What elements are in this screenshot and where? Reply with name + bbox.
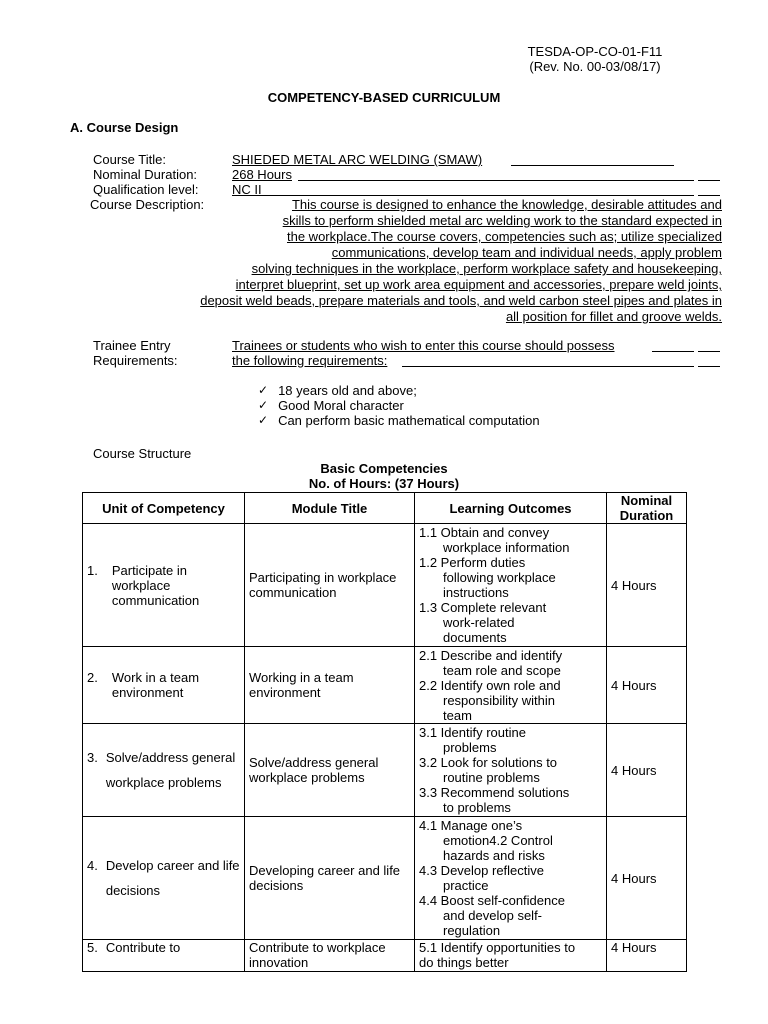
requirement-text: Can perform basic mathematical computation [278,413,540,428]
outcome-line: responsibility within [443,692,555,708]
nominal-duration-blank [298,166,694,181]
module-title: Working in a team environment [245,647,415,724]
outcome-line: 2.1 Describe and identify [419,647,563,663]
learning-outcomes [415,647,607,724]
outcome-line: 4.1 Manage one’s [419,818,523,833]
module-title: Contribute to workplace innovation [245,940,415,972]
outcome-line: workplace information [443,540,570,555]
nominal-duration-blank-end [698,166,720,181]
course-structure-label: Course Structure [93,446,192,461]
outcome-line: work-related [443,615,515,630]
nominal-duration-label: Nominal Duration: [93,167,198,182]
outcome-line: 4.3 Develop reflective [419,863,545,878]
outcome-line: practice [443,878,489,893]
entry-blank-1 [652,337,694,352]
table-row [83,817,687,940]
outcome-line: emotion4.2 Control [443,833,553,848]
entry-requirements-line-1: Trainees or students who wish to enter this course should possess [232,338,615,353]
unit-number: 5. [87,940,98,955]
basic-competencies-hours: No. of Hours: (37 Hours) [308,476,460,491]
column-header: Nominal Duration [607,493,687,524]
qualification-blank [252,181,694,196]
outcome-line: 4.4 Boost self-confidence [419,893,565,908]
unit-title: Develop career and life decisions [105,858,240,898]
entry-blank-2 [402,352,694,367]
unit-cell [83,940,245,972]
list-item [258,383,540,398]
table-row [83,724,687,817]
requirement-text: Good Moral character [278,398,404,413]
description-line: This course is designed to enhance the knowledge, desirable attitudes and [291,197,722,212]
outcome-line: 1.1 Obtain and convey [419,525,550,540]
basic-competencies-title: Basic Competencies [320,461,448,476]
outcome-line: to problems [443,800,511,815]
unit-cell [83,524,245,647]
document-code-block [515,44,675,74]
outcome-line: 1.2 Perform duties [419,555,526,570]
unit-number: 1. [87,562,98,578]
description-line: deposit weld beads, prepare materials and tools, and weld carbon steel pipes and plates in [200,293,722,308]
outcome-line: regulation [443,923,501,938]
competency-table [82,492,687,972]
unit-number: 4. [87,858,98,873]
outcome-line: hazards and risks [443,848,545,863]
course-description-label: Course Description: [90,197,205,212]
list-item [258,398,540,413]
qualification-label: Qualification level: [93,182,199,197]
unit-number: 3. [87,750,98,765]
unit-title: Contribute to [105,940,181,955]
nominal-duration-value: 268 Hours [232,167,292,182]
entry-blank-1-end [698,337,720,352]
module-title: Participating in workplace communication [245,524,415,647]
trainee-entry-label: Trainee Entry [93,338,171,353]
course-title-value: SHIEDED METAL ARC WELDING (SMAW) [232,152,483,167]
description-line: communications, develop team and individual needs, apply problem [331,245,722,260]
entry-requirements-line-2: the following requirements: [232,353,388,368]
description-line: skills to perform shielded metal arc welding work to the standard expected in [282,213,722,228]
outcome-line: documents [443,630,507,645]
outcome-line: 3.2 Look for solutions to [419,755,558,770]
table-row [83,647,687,724]
unit-cell [83,817,245,940]
checkmark-icon: ✓ [258,383,269,397]
outcome-line: 1.3 Complete relevant [419,600,547,615]
module-title: Solve/address general workplace problems [245,724,415,817]
outcome-line: do things better [419,955,509,970]
table-row [83,524,687,647]
unit-cell [83,724,245,817]
learning-outcomes [415,940,607,972]
learning-outcomes [415,524,607,647]
outcome-line: 5.1 Identify opportunities to [419,940,576,955]
description-line: interpret blueprint, set up work area equipment and accessories, prepare weld joints, [235,277,722,292]
page-title: COMPETENCY-BASED CURRICULUM [267,90,501,105]
outcome-line: team role and scope [443,662,561,678]
learning-outcomes [415,817,607,940]
outcome-line: following workplace [443,570,556,585]
unit-title: Participate in workplace communication [111,562,200,608]
nominal-duration: 4 Hours [607,817,687,940]
checkmark-icon: ✓ [258,398,269,412]
course-title-blank [511,151,674,166]
learning-outcomes [415,724,607,817]
qualification-value: NC II [232,182,262,197]
outcome-line: problems [443,740,497,755]
requirements-list [258,383,540,428]
section-heading: A. Course Design [70,120,179,135]
table-row [83,940,687,972]
requirements-label: Requirements: [93,353,178,368]
outcome-line: 2.2 Identify own role and [419,677,561,693]
list-item [258,413,540,428]
column-header: Unit of Competency [83,493,245,524]
requirement-text: 18 years old and above; [278,383,417,398]
course-description [150,197,722,325]
nominal-duration: 4 Hours [607,940,687,972]
nominal-duration: 4 Hours [607,647,687,724]
revision-number: (Rev. No. 00-03/08/17) [529,59,661,74]
nominal-duration: 4 Hours [607,724,687,817]
entry-blank-2-end [698,352,720,367]
checkmark-icon: ✓ [258,413,269,427]
outcome-line: team [443,707,472,723]
outcome-line: 3.3 Recommend solutions [419,785,570,800]
column-header: Learning Outcomes [415,493,607,524]
document-code: TESDA-OP-CO-01-F11 [527,44,663,59]
unit-number: 2. [87,670,98,685]
outcome-line: 3.1 Identify routine [419,725,526,740]
outcome-line: and develop self- [443,908,543,923]
nominal-duration: 4 Hours [607,524,687,647]
unit-title: Work in a team environment [111,670,200,700]
description-line: solving techniques in the workplace, perform workplace safety and housekeeping, [251,261,722,276]
description-line: the workplace.The course covers, competencies such as; utilize specialized [287,229,722,244]
module-title: Developing career and life decisions [245,817,415,940]
unit-title: Solve/address general workplace problems [105,750,236,790]
outcome-line: instructions [443,585,509,600]
unit-cell [83,647,245,724]
qualification-blank-end [698,181,720,196]
column-header: Module Title [245,493,415,524]
outcome-line: routine problems [443,770,540,785]
description-line: all position for fillet and groove welds. [505,309,722,324]
table-header-row [83,493,687,524]
course-title-label: Course Title: [93,152,166,167]
